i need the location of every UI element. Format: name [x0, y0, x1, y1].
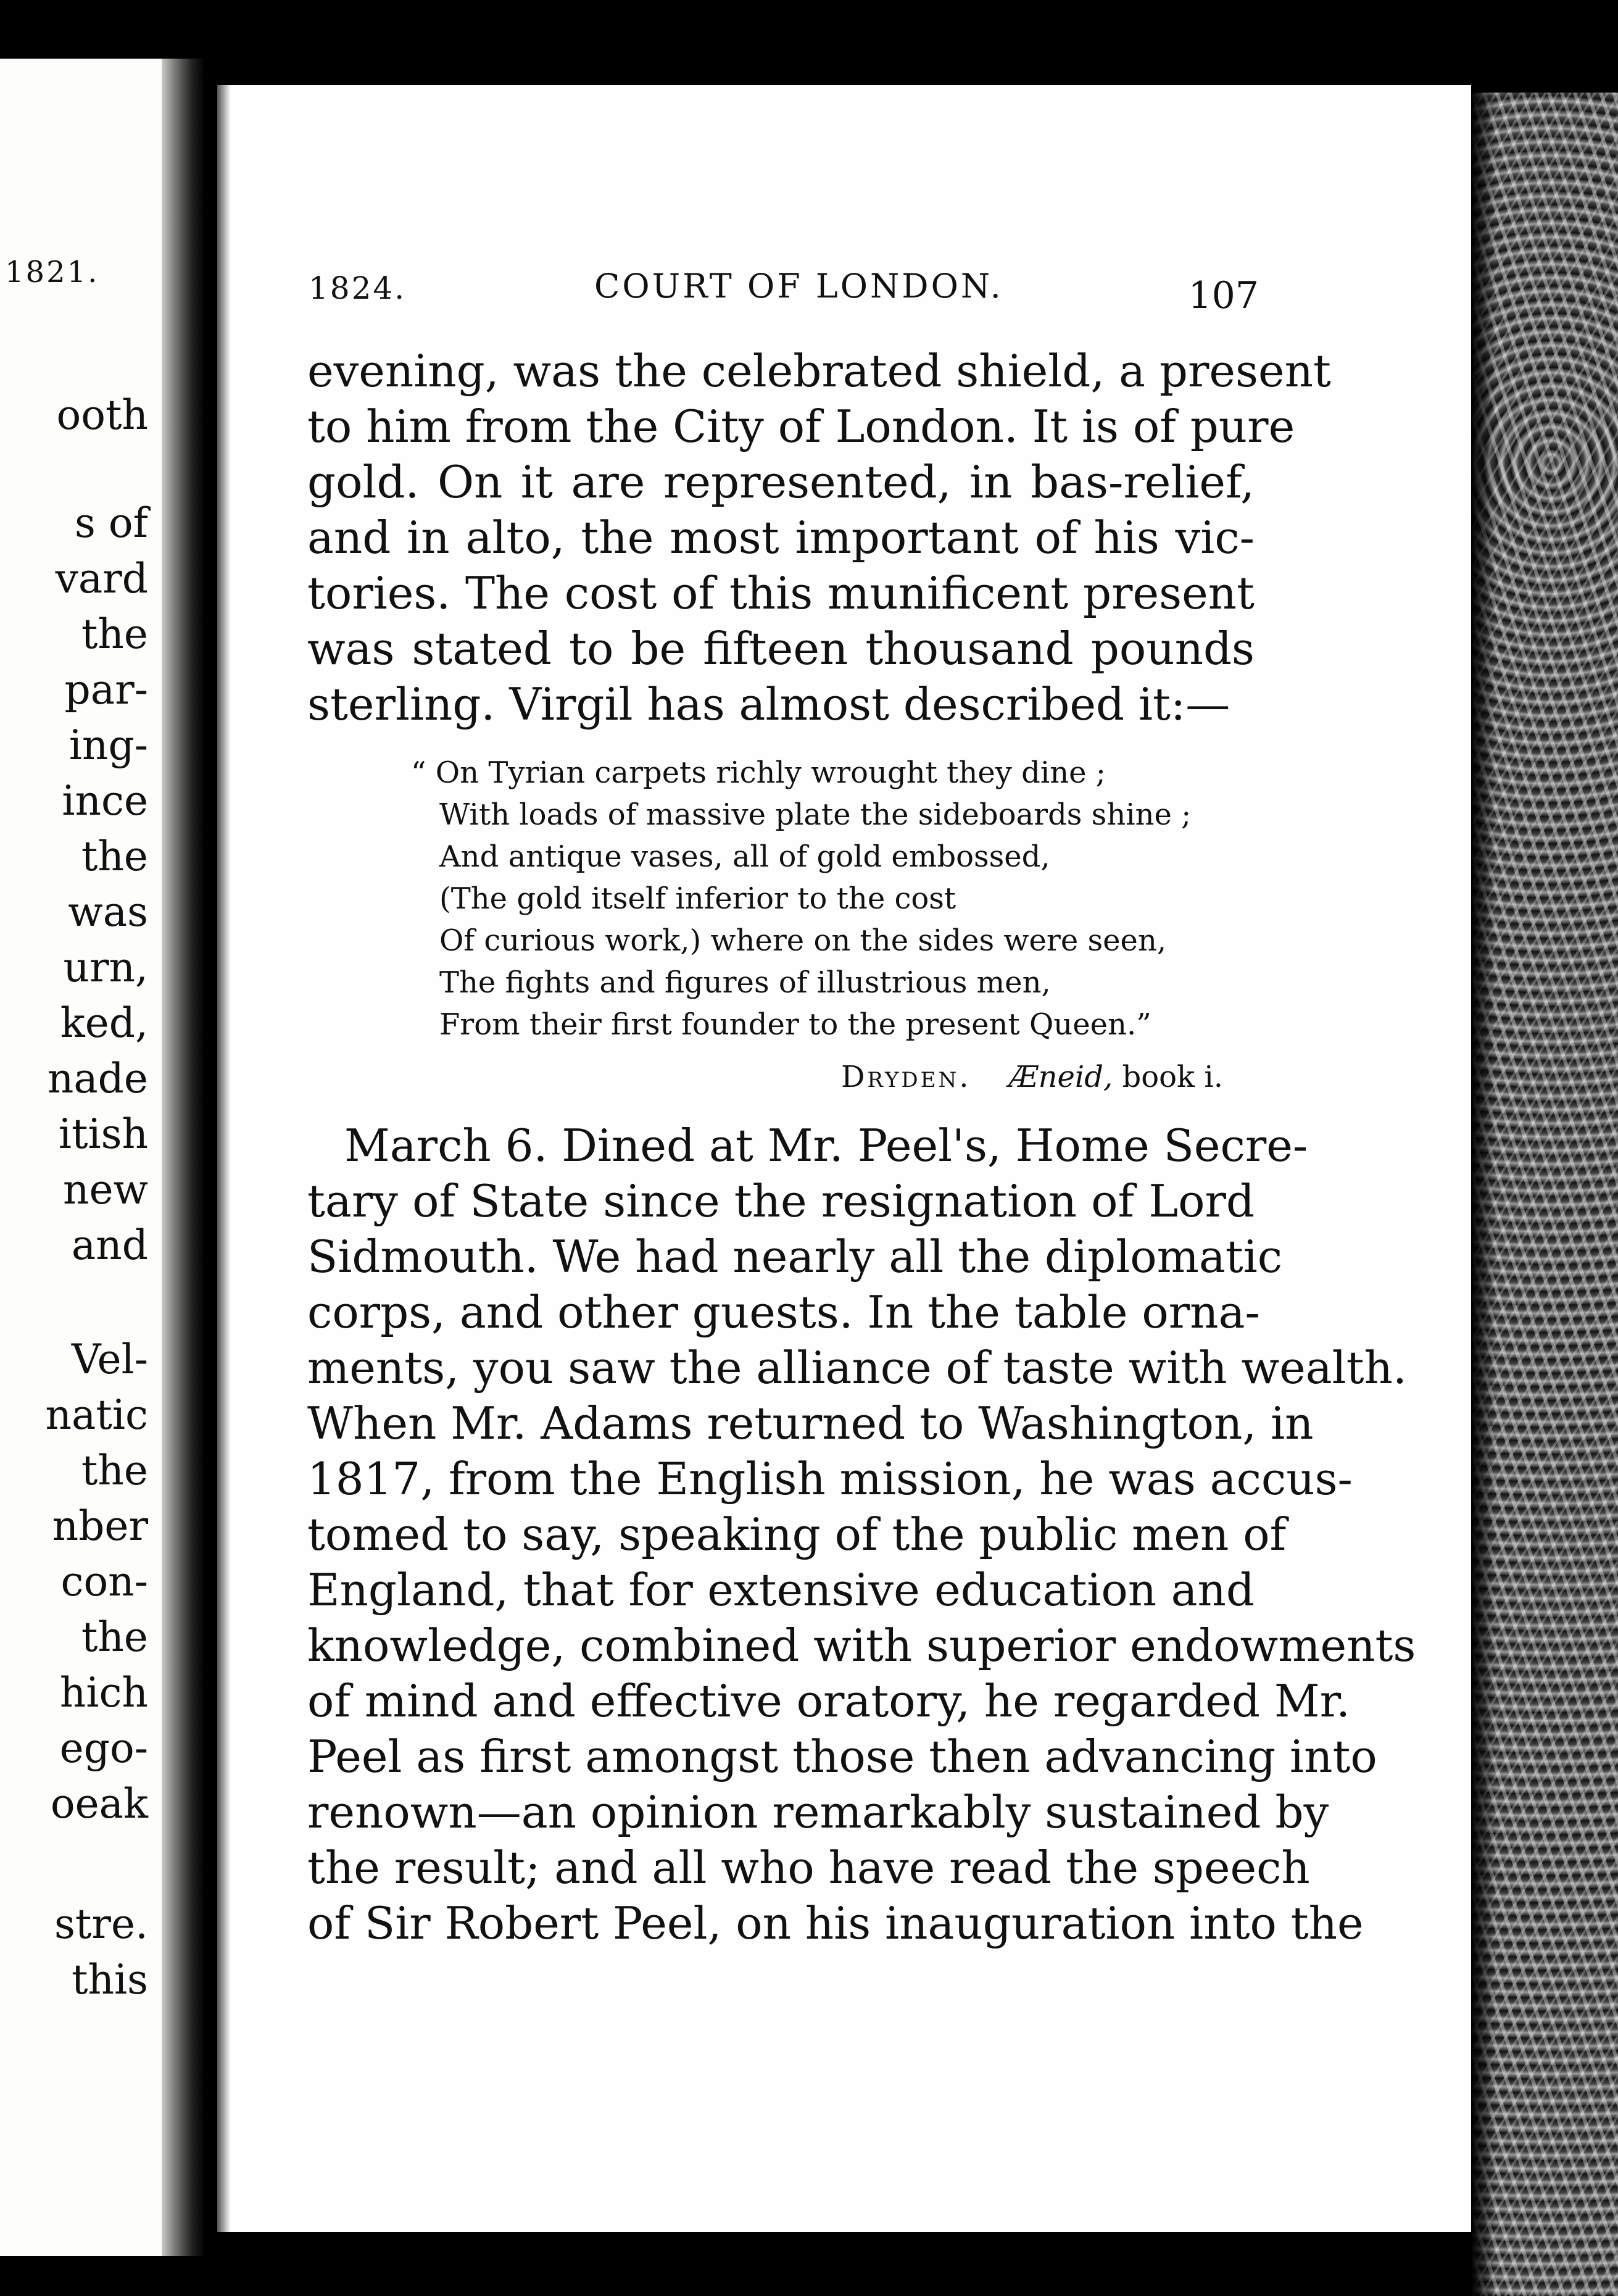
paragraph-2-line: Sidmouth. We had nearly all the diplomatic — [307, 1231, 1283, 1283]
left-line-fragment: ince — [62, 777, 148, 825]
left-line-fragment: the — [81, 833, 148, 880]
left-line-fragment: ked, — [60, 999, 148, 1047]
attribution-work: Æneid, — [1008, 1060, 1113, 1094]
attribution-book: book i. — [1122, 1060, 1223, 1094]
left-line-fragment: this — [71, 1956, 148, 2003]
verse-line: With loads of massive plate the sideboards shine ; — [439, 797, 1192, 832]
page-shadow — [217, 85, 231, 2232]
verse-line: Of curious work,) where on the sides were seen, — [439, 923, 1167, 958]
running-head-year: 1824. — [309, 270, 407, 306]
left-line-fragment: con- — [60, 1558, 148, 1605]
paragraph-2-line: of mind and effective oratory, he regarded Mr. — [307, 1675, 1351, 1727]
paragraph-1-line: was stated to be fifteen thousand pounds — [307, 623, 1255, 675]
paragraph-2-line: ments, you saw the alliance of taste with wealth. — [307, 1342, 1407, 1394]
left-line-fragment: vard — [55, 555, 148, 602]
left-facing-page — [0, 59, 162, 2256]
left-line-fragment: itish — [58, 1110, 148, 1158]
paragraph-1-line: evening, was the celebrated shield, a present — [307, 345, 1331, 397]
page-number: 107 — [1188, 274, 1259, 317]
left-line-fragment: nade — [47, 1055, 148, 1102]
paragraph-1-line: and in alto, the most important of his vic- — [307, 512, 1255, 564]
left-line-fragment: the — [81, 610, 148, 658]
verse-line: From their first founder to the present Queen.” — [439, 1007, 1151, 1042]
paragraph-2-line: 1817, from the English mission, he was accus- — [307, 1453, 1353, 1505]
book-gutter — [162, 59, 205, 2256]
paragraph-2-line: corps, and other guests. In the table orna- — [307, 1286, 1260, 1338]
paragraph-2-line: of Sir Robert Peel, on his inauguration into the — [307, 1897, 1364, 1949]
paragraph-2-line: knowledge, combined with superior endowments — [307, 1620, 1416, 1671]
left-line-fragment: ing- — [68, 722, 148, 769]
paragraph-1-line: gold. On it are represented, in bas-relief, — [307, 456, 1255, 508]
left-line-fragment: was — [68, 888, 148, 936]
left-line-fragment: ego- — [59, 1724, 148, 1772]
left-line-fragment: and — [71, 1221, 148, 1269]
left-line-fragment: new — [62, 1166, 148, 1213]
paragraph-2-line: March 6. Dined at Mr. Peel's, Home Secre- — [344, 1120, 1308, 1171]
left-line-fragment: nber — [52, 1502, 148, 1550]
attribution-author: Dryden. — [840, 1060, 971, 1094]
left-line-fragment: urn, — [63, 944, 148, 991]
verse-line: And antique vases, all of gold embossed, — [439, 839, 1050, 874]
paragraph-2-line: Peel as first amongst those then advancing into — [307, 1731, 1377, 1782]
paragraph-2-line: the result; and all who have read the speech — [307, 1842, 1310, 1894]
paragraph-2-line: tary of State since the resignation of Lord — [307, 1175, 1255, 1227]
left-line-fragment: par- — [64, 666, 148, 713]
left-line-fragment: oeak — [50, 1780, 148, 1828]
left-line-fragment: ooth — [56, 391, 148, 439]
left-line-fragment: stre. — [54, 1900, 148, 1948]
verse-attribution — [841, 1060, 1223, 1094]
verse-line: “ On Tyrian carpets richly wrought they dine ; — [411, 755, 1106, 790]
paragraph-2-line: renown—an opinion remarkably sustained by — [307, 1786, 1329, 1838]
left-line-fragment: natic — [45, 1391, 148, 1439]
paragraph-2-line: When Mr. Adams returned to Washington, in — [307, 1397, 1314, 1449]
paragraph-2-line: tomed to say, speaking of the public men of — [307, 1508, 1287, 1560]
paragraph-1-line: tories. The cost of this munificent present — [307, 567, 1255, 619]
left-line-fragment: s of — [74, 499, 148, 547]
marbled-endpaper-edge — [1471, 93, 1496, 2296]
running-head-title: COURT OF LONDON. — [594, 267, 1003, 306]
paragraph-1-line: sterling. Virgil has almost described it:— — [307, 678, 1230, 730]
paragraph-1-line: to him from the City of London. It is of pure — [307, 401, 1295, 452]
left-running-head: 1821. — [5, 255, 99, 289]
verse-line: The fights and figures of illustrious men, — [439, 965, 1051, 1000]
left-line-fragment: Vel- — [71, 1336, 148, 1383]
left-line-fragment: the — [81, 1447, 148, 1494]
verse-line: (The gold itself inferior to the cost — [439, 881, 956, 916]
paragraph-2-line: England, that for extensive education and — [307, 1564, 1255, 1616]
left-line-fragment: the — [81, 1613, 148, 1661]
left-line-fragment: hich — [59, 1669, 148, 1716]
running-head — [309, 265, 1259, 315]
